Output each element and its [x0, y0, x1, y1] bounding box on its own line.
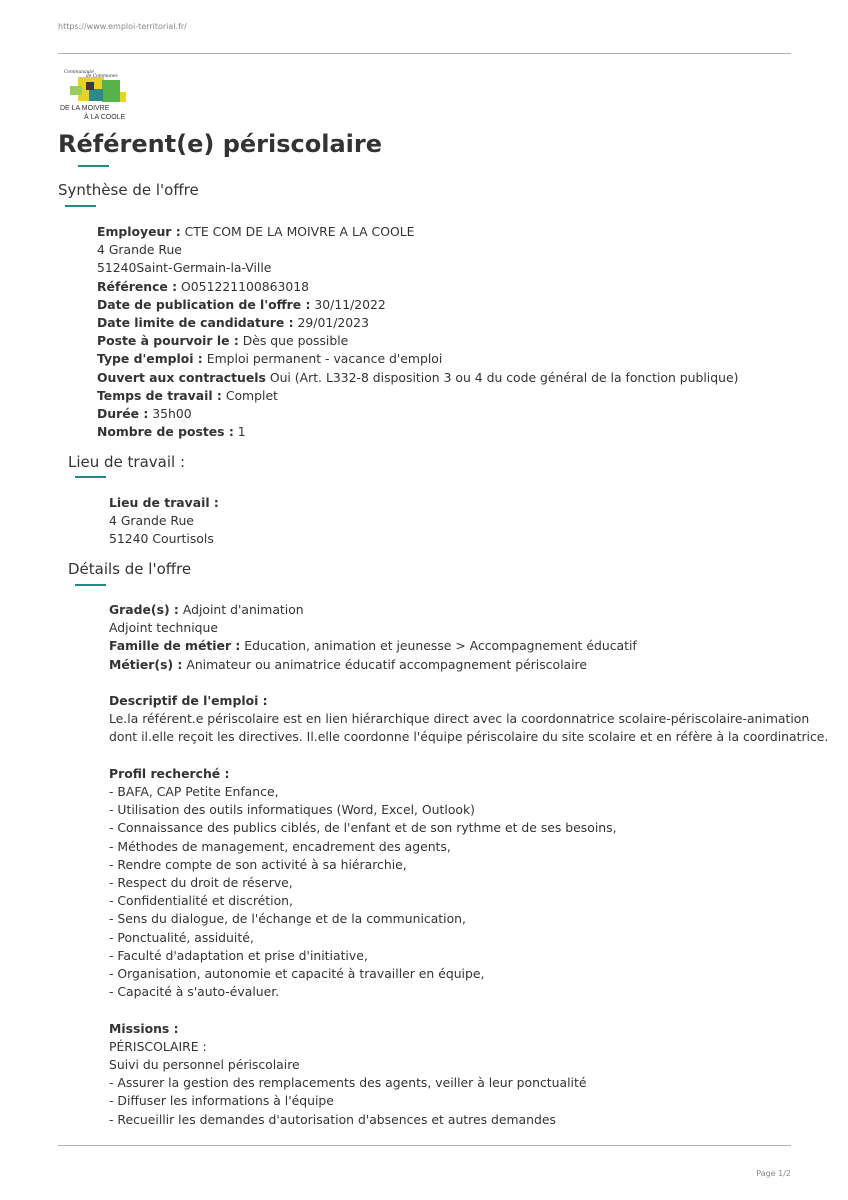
employeur-address-1: 4 Grande Rue: [97, 242, 182, 258]
missions-line: - Recueillir les demandes d'autorisation d'absences et autres demandes: [109, 1111, 556, 1127]
profil-item: - Ponctualité, assiduité,: [109, 929, 254, 945]
lieu-underline: [75, 476, 106, 478]
section-title-synthese: Synthèse de l'offre: [58, 181, 199, 199]
source-url: https://www.emploi-territorial.fr/: [58, 22, 187, 31]
profil-item: - Organisation, autonomie et capacité à travailler en équipe,: [109, 966, 485, 982]
metier-row: Métier(s) : Animateur ou animatrice éducatif accompagnement périscolaire: [109, 656, 587, 672]
contract-row: Ouvert aux contractuels Oui (Art. L332-8 disposition 3 ou 4 du code général de la fonction publique): [97, 369, 739, 385]
section-title-details: Détails de l'offre: [68, 560, 192, 578]
profil-item: - BAFA, CAP Petite Enfance,: [109, 784, 279, 799]
missions-label: Missions :: [109, 1020, 179, 1036]
lieu-address-1: 4 Grande Rue: [109, 513, 194, 529]
job-type-row: Type d'emploi : Emploi permanent - vacance d'emploi: [97, 351, 443, 367]
famille-row: Famille de métier : Education, animation et jeunesse > Accompagnement éducatif: [109, 638, 637, 654]
employeur-address-2: 51240Saint-Germain-la-Ville: [97, 260, 272, 276]
page-title: Référent(e) périscolaire: [58, 130, 382, 158]
publication-row: Date de publication de l'offre : 30/11/2022: [97, 296, 386, 312]
profil-item: - Utilisation des outils informatiques (Word, Excel, Outlook): [109, 802, 475, 818]
work-time-row: Temps de travail : Complet: [97, 387, 278, 403]
employer-logo: [58, 68, 136, 122]
logo-green-block: [102, 80, 120, 102]
descriptif-line: dont il.elle reçoit les directives. Il.elle coordonne l'équipe périscolaire du site scolaire et en réfère à la coordinatrice.: [109, 729, 829, 745]
missions-line: Suivi du personnel périscolaire: [109, 1057, 300, 1073]
profil-item: - Capacité à s'auto-évaluer.: [109, 984, 280, 1000]
profil-item: - Rendre compte de son activité à sa hiérarchie,: [109, 856, 407, 872]
grade-row: Grade(s) : Adjoint d'animation: [109, 602, 304, 617]
title-underline: [78, 165, 109, 167]
profil-item: - Confidentialité et discrétion,: [109, 893, 293, 909]
profil-item: - Connaissance des publics ciblés, de l'enfant et de son rythme et de ses besoins,: [109, 820, 617, 836]
descriptif-label: Descriptif de l'emploi :: [109, 693, 268, 708]
logo-lightgreen-block: [70, 86, 82, 95]
profil-item: - Respect du droit de réserve,: [109, 875, 293, 891]
missions-line: PÉRISCOLAIRE :: [109, 1038, 207, 1054]
details-underline: [75, 584, 106, 586]
synthese-underline: [65, 205, 96, 207]
grade-row-2: Adjoint technique: [109, 620, 219, 636]
profil-item: - Faculté d'adaptation et prise d'initiative,: [109, 947, 368, 963]
logo-small-yellow-block: [120, 92, 126, 102]
profil-item: - Sens du dialogue, de l'échange et de la communication,: [109, 911, 466, 927]
missions-line: - Assurer la gestion des remplacements des agents, veiller à leur ponctualité: [109, 1075, 587, 1091]
logo-text-3: DE LA MOIVRE: [60, 105, 110, 112]
logo-teal-block: [89, 89, 103, 101]
lieu-label: Lieu de travail :: [109, 495, 219, 510]
section-title-lieu: Lieu de travail :: [68, 453, 186, 471]
synthese-block: [97, 223, 738, 441]
profil-label: Profil recherché :: [109, 765, 230, 781]
logo-text-2: de Communes: [86, 74, 118, 79]
footer-divider: [58, 1145, 791, 1146]
header-divider: [58, 53, 791, 54]
start-row: Poste à pourvoir le : Dès que possible: [97, 333, 349, 349]
profil-item: - Méthodes de management, encadrement des agents,: [109, 838, 451, 854]
duration-row: Durée : 35h00: [97, 406, 192, 422]
details-block: [109, 601, 828, 1129]
lieu-block: [109, 494, 219, 549]
logo-text-1: Communauté: [64, 70, 94, 75]
logo-text-4: À LA COOLE: [84, 114, 126, 121]
logo-dark-block: [86, 82, 94, 90]
positions-row: Nombre de postes : 1: [97, 424, 246, 440]
reference-row: Référence : O051221100863018: [97, 278, 310, 294]
deadline-row: Date limite de candidature : 29/01/2023: [97, 315, 369, 331]
page-number: Page 1/2: [756, 1169, 791, 1178]
missions-line: - Diffuser les informations à l'équipe: [109, 1093, 334, 1109]
descriptif-line: Le.la référent.e périscolaire est en lien hiérarchique direct avec la coordonnatrice scolaire-périscolaire-animation: [109, 711, 810, 727]
employeur-row: Employeur : CTE COM DE LA MOIVRE A LA COOLE: [97, 224, 415, 239]
lieu-address-2: 51240 Courtisols: [109, 531, 214, 547]
